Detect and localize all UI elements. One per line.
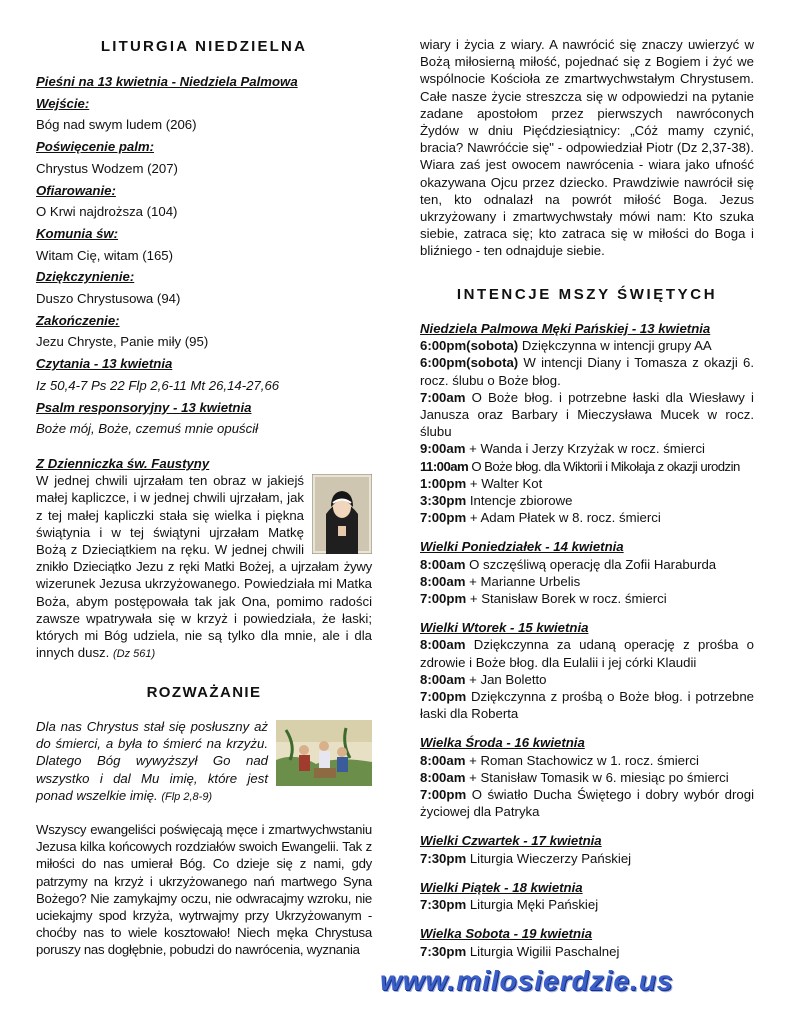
intentions-day: [420, 320, 754, 526]
song-value: Bóg nad swym ludem (206): [36, 117, 197, 133]
diary-line: Boża, abym postępowała tak jak Ona, pomimo radości: [36, 593, 372, 609]
diary-line: W jednej chwili ujrzałam ten obraz w jakiejś: [36, 473, 304, 489]
intentions-day: [420, 925, 754, 959]
song-label: Zakończenie:: [36, 312, 120, 328]
intentions-day: [420, 832, 754, 866]
reflection-quote: [36, 718, 372, 806]
quote-line: Dla nas Chrystus stał się posłuszny aż: [36, 719, 268, 734]
day-title: Wielki Czwartek - 17 kwietnia: [420, 833, 602, 849]
reflection-section: [36, 718, 372, 959]
entry-time: 7:30pm: [420, 897, 467, 913]
intention-entry: [420, 590, 754, 607]
saint-faustina-portrait-icon: [312, 474, 372, 554]
entry-text: Dziękczynna z prośbą o Boże błog. i potrzebne łaski dla Roberta: [420, 689, 754, 722]
entry-time: 7:00pm: [420, 787, 467, 803]
diary-line: z tej małej kapliczki stała się wielka i piękna: [36, 507, 304, 523]
song-label: Ofiarowanie:: [36, 182, 116, 198]
continuation-line: ten, kto odnalazł na powrót miłość Boga. Jezus: [420, 191, 754, 207]
intention-entry: [420, 752, 754, 769]
psalm-label: Psalm responsoryjny - 13 kwietnia: [36, 399, 252, 415]
intention-entry: [420, 636, 754, 670]
reflection-continuation: [420, 36, 754, 260]
songs-title: Pieśni na 13 kwietnia - Niedziela Palmowa: [36, 74, 298, 89]
song-value: O Krwi najdroższa (104): [36, 204, 178, 220]
entry-text: + Wanda i Jerzy Krzyżak w rocz. śmierci: [465, 441, 705, 457]
entry-text: + Walter Kot: [466, 475, 543, 491]
continuation-line: zaś jest owocem nawrócenia - wiara jako ufność: [459, 157, 754, 173]
intention-entry: [420, 475, 754, 492]
intention-entry: [420, 492, 754, 509]
entry-time: 6:00pm(sobota): [420, 338, 519, 354]
diary-ref: (Dz 561): [112, 648, 156, 661]
intention-entry: [420, 769, 754, 786]
quote-ref: (Flp 2,8-9): [161, 790, 213, 803]
continuation-line: Bożą miłosierną miłość, pojednać się z Bogiem i żyć we: [420, 54, 754, 70]
day-title: Wielka Sobota - 19 kwietnia: [420, 926, 593, 942]
intention-entry: [420, 337, 754, 354]
reflection-heading: ROZWAŻANIE: [146, 684, 262, 701]
entry-text: + Jan Boletto: [465, 671, 547, 687]
entry-text: Liturgia Wieczerzy Pańskiej: [466, 850, 632, 866]
quote-line: do śmierci, a była to śmierć na krzyżu.: [36, 736, 268, 752]
intention-entry: [420, 688, 754, 722]
day-title: Wielki Wtorek - 15 kwietnia: [420, 620, 589, 636]
intentions-day: [420, 734, 754, 820]
diary-section: [36, 455, 372, 663]
entry-text: Liturgia Wigilii Paschalnej: [466, 943, 620, 959]
continuation-line: w dniu Pięćdziesiątnicy: „Cóż mamy czynić, bracia?: [420, 123, 754, 156]
intention-entry: [420, 671, 754, 688]
entry-time: 7:30pm: [420, 850, 467, 866]
entry-time: 7:00pm: [420, 510, 467, 526]
song-value: Witam Cię, witam (165): [36, 247, 174, 263]
entry-time: 8:00am: [420, 637, 466, 653]
entry-time: 7:00pm: [420, 591, 467, 607]
intention-entry: [420, 556, 754, 573]
intention-entry: [420, 896, 754, 913]
intention-entry: [420, 509, 754, 526]
entry-time: 8:00am: [420, 671, 466, 687]
body-line: choćby nas to wiele kosztowało! Niech męka Chrystusa: [36, 925, 372, 941]
entry-time: 6:00pm(sobota): [420, 355, 519, 371]
diary-line: których mi Bóg udziela, nie są tylko dla mnie, ale i dla: [36, 628, 372, 644]
diary-text: [36, 472, 372, 663]
intentions-heading: INTENCJE MSZY ŚWIĘTYCH: [456, 286, 718, 303]
entry-text: O światło Ducha Świętego i dobry wybór drogi życiowej dla Patryka: [420, 787, 754, 820]
entry-time: 7:00am: [420, 389, 466, 405]
body-line: patrzymy na krzyż i ukrzyżowanego nań martwego Syna: [36, 873, 372, 889]
quote-line: Dlatego Bóg wywyższył Go nad: [36, 753, 268, 769]
palm-sunday-painting-icon: [276, 720, 372, 786]
reflection-body: [36, 821, 372, 959]
diary-line: świątynia i w tej świątyni ujrzałam Matkę: [36, 524, 304, 540]
song-label: Komunia św:: [36, 225, 119, 241]
entry-time: 8:00am: [420, 556, 466, 572]
entry-text: Dziękczynna w intencji grupy AA: [518, 338, 712, 354]
song-label: Wejście:: [36, 95, 90, 111]
continuation-line: zadane apostołom przez pierwszych nawróconych Żydów: [420, 105, 754, 139]
body-line: Jezusa kilka końcowych rozdziałów swoich Ewangelii. Tak: [36, 839, 363, 855]
entry-text: O Boże błog. dla Wiktorii i Mikołaja z okazji urodzin: [468, 458, 740, 474]
body-line: poruszy nas dogłębnie, pobudzi do nawrócenia, wyznania: [36, 942, 360, 958]
entry-text: Intencje zbiorowe: [466, 493, 573, 509]
continuation-line: Nawróćcie się" - odpowiedział Piotr (Dz 2,37-38). Wiara: [420, 140, 754, 173]
body-line: Wszyscy ewangeliści poświęcają męce i zmartwychwstaniu: [36, 822, 372, 838]
intention-entry: [420, 440, 754, 457]
body-line: Bożego? Nie zamykajmy oczu, nie odwracajmy wzroku, nie: [36, 890, 372, 906]
entry-time: 3:30pm: [420, 493, 467, 509]
intention-entry: [420, 354, 754, 388]
diary-line: wizerunek Jezusa ukrzyżowanego. Powiedziała mi Matka: [36, 576, 372, 592]
entry-text: + Marianne Urbelis: [465, 573, 581, 589]
diary-line: zawsze wpatrywała się w krzyż i powiedziała, że łaski;: [36, 610, 372, 626]
song-value: Jezu Chryste, Panie miły (95): [36, 334, 209, 350]
entry-text: Dziękczynna za udaną operację z prośba o zdrowie i Boże błog. dla Eulalii i jej córki Klaudii: [420, 637, 754, 670]
entry-time: 11:00am: [420, 458, 469, 474]
intention-entry: [420, 786, 754, 820]
song-value: Chrystus Wodzem (207): [36, 160, 178, 176]
song-label: Poświęcenie palm:: [36, 139, 154, 155]
entry-text: O Boże błog. i potrzebne łaski dla Wiesławy i Janusza oraz Barbary i Mieczysława Mucek w rocz. ślubu: [420, 389, 754, 440]
psalm-value: Boże mój, Boże, czemuś mnie opuścił: [36, 421, 259, 437]
entry-text: + Roman Stachowicz w 1. rocz. śmierci: [465, 752, 699, 768]
day-title: Niedziela Palmowa Męki Pańskiej - 13 kwietnia: [420, 321, 711, 336]
diary-line: Bożą z Dzieciątkiem na ręku. W jednej chwili: [36, 542, 304, 558]
intention-entry: [420, 573, 754, 590]
day-title: Wielki Piątek - 18 kwietnia: [420, 879, 583, 895]
intention-entry: [420, 943, 754, 960]
continuation-line: Całe nasze życie streszcza się w odpowiedzi na pytanie: [420, 88, 754, 104]
body-line: uciekajmy spod krzyża, wytrwajmy przy Ukrzyżowanym -: [36, 908, 372, 924]
diary-title: Z Dzienniczka św. Faustyny: [36, 456, 210, 471]
entry-text: + Adam Płatek w 8. rocz. śmierci: [466, 510, 661, 526]
entry-time: 8:00am: [420, 769, 466, 785]
songs-list: [36, 95, 372, 351]
entry-text: O szczęśliwą operację dla Zofii Haraburda: [465, 556, 717, 572]
continuation-line: bliźniego - ten odnajduje siebie.: [420, 243, 605, 259]
continuation-line: okazywana Ojcu przez dziecko. Prawdziwie nawrócił się: [420, 174, 754, 190]
day-title: Wielka Środa - 16 kwietnia: [420, 735, 585, 751]
song-value: Duszo Chrystusowa (94): [36, 291, 181, 307]
intention-entry: [420, 458, 754, 475]
entry-text: + Stanisław Borek w rocz. śmierci: [466, 591, 667, 607]
continuation-line: wiary i życia z wiary. A nawrócić się znaczy uwierzyć w: [420, 37, 754, 52]
liturgy-heading: LITURGIA NIEDZIELNA: [100, 38, 308, 55]
entry-time: 1:00pm: [420, 475, 467, 491]
intentions-list: [420, 320, 754, 960]
intentions-day: [420, 619, 754, 722]
entry-time: 9:00am: [420, 441, 466, 457]
entry-time: 7:30pm: [420, 943, 467, 959]
website-link[interactable]: www.milosierdzie.us: [380, 965, 674, 996]
entry-time: 7:00pm: [420, 689, 467, 705]
intentions-day: [420, 538, 754, 607]
intentions-day: [420, 879, 754, 913]
day-title: Wielki Poniedziałek - 14 kwietnia: [420, 539, 624, 555]
entry-text: + Stanisław Tomasik w 6. miesiąc po śmierci: [465, 769, 729, 785]
song-label: Dziękczynienie:: [36, 269, 135, 285]
quote-line: wszystko i dal Mu imię, które jest ponad: [36, 770, 268, 803]
intention-entry: [420, 389, 754, 441]
entry-text: Liturgia Męki Pańskiej: [466, 897, 599, 913]
liturgy-section: [36, 73, 372, 437]
diary-line: innych dusz.: [36, 645, 110, 661]
entry-text: W intencji Diany i Tomasza z okazji 6. rocz. ślubu o Boże błog.: [420, 355, 754, 388]
readings-value: Iz 50,4-7 Ps 22 Flp 2,6-11 Mt 26,14-27,66: [36, 377, 280, 393]
intention-entry: [420, 850, 754, 867]
diary-line: małej kapliczce, i w jednej chwili ujrzałam, jak: [36, 490, 304, 506]
body-line: z miłości do nas umierał Bóg. Co dzieje się z nami, gdy: [36, 839, 373, 872]
continuation-line: wspólnocie Kościoła ze zmartwychwstałym Chrystusem.: [420, 71, 754, 87]
quote-line: wszelkie imię.: [76, 787, 158, 803]
readings-label: Czytania - 13 kwietnia: [36, 356, 173, 372]
entry-time: 8:00am: [420, 573, 466, 589]
entry-time: 8:00am: [420, 752, 466, 768]
continuation-line: ukrzyżowany i zmartwychwstały mówi nam: Kto szuka: [420, 209, 754, 225]
continuation-line: siebie, zatraca się; kto zatraca się w miłości do Boga i: [420, 226, 754, 242]
diary-line: znikło Dzieciątko Jezu z ręki Matki Bożej, a ujrzałam żywy: [36, 559, 372, 575]
